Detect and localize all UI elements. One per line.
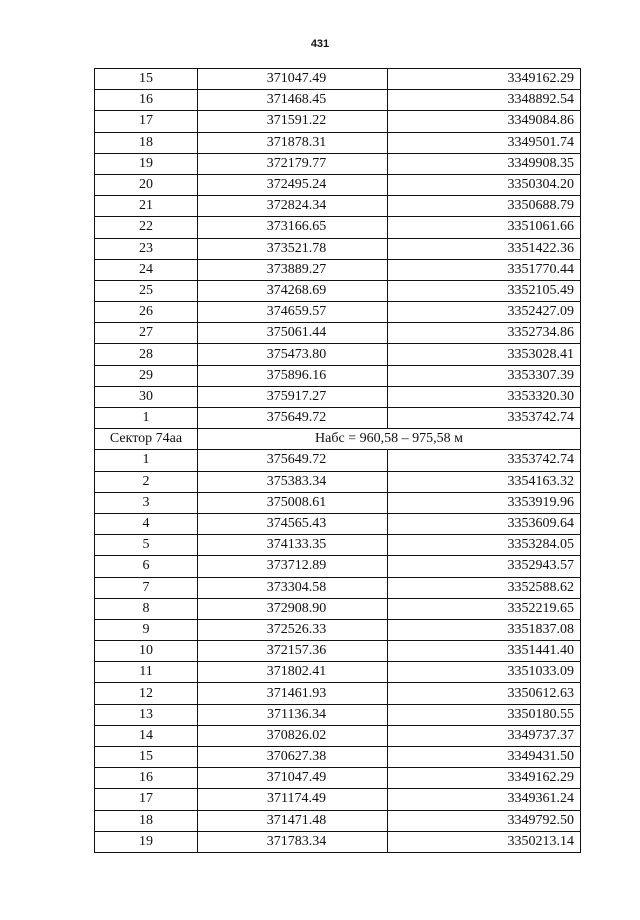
y-coordinate-cell: 3349908.35 — [388, 153, 581, 174]
y-coordinate-cell: 3349792.50 — [388, 810, 581, 831]
x-coordinate-cell: 375383.34 — [198, 471, 388, 492]
y-coordinate-cell: 3353320.30 — [388, 386, 581, 407]
y-coordinate-cell: 3354163.32 — [388, 471, 581, 492]
point-number-cell: 6 — [95, 556, 198, 577]
y-coordinate-cell: 3351422.36 — [388, 238, 581, 259]
x-coordinate-cell: 375649.72 — [198, 450, 388, 471]
x-coordinate-cell: 374133.35 — [198, 535, 388, 556]
x-coordinate-cell: 371047.49 — [198, 768, 388, 789]
point-number-cell: 15 — [95, 747, 198, 768]
table-row — [95, 450, 581, 471]
point-number-cell: 29 — [95, 365, 198, 386]
point-number-cell: 3 — [95, 492, 198, 513]
y-coordinate-cell: 3353028.41 — [388, 344, 581, 365]
y-coordinate-cell: 3349162.29 — [388, 768, 581, 789]
x-coordinate-cell: 375917.27 — [198, 386, 388, 407]
table-row — [95, 196, 581, 217]
x-coordinate-cell: 373304.58 — [198, 577, 388, 598]
table-row — [95, 598, 581, 619]
x-coordinate-cell: 375008.61 — [198, 492, 388, 513]
x-coordinate-cell: 372824.34 — [198, 196, 388, 217]
point-number-cell: 10 — [95, 641, 198, 662]
y-coordinate-cell: 3353742.74 — [388, 408, 581, 429]
point-number-cell: 19 — [95, 831, 198, 852]
point-number-cell: 14 — [95, 725, 198, 746]
table-row — [95, 323, 581, 344]
x-coordinate-cell: 375061.44 — [198, 323, 388, 344]
point-number-cell: 15 — [95, 69, 198, 90]
y-coordinate-cell: 3353919.96 — [388, 492, 581, 513]
point-number-cell: 4 — [95, 513, 198, 534]
table-row — [95, 556, 581, 577]
point-number-cell: 8 — [95, 598, 198, 619]
table-row — [95, 471, 581, 492]
y-coordinate-cell: 3353307.39 — [388, 365, 581, 386]
x-coordinate-cell: 370627.38 — [198, 747, 388, 768]
point-number-cell: 11 — [95, 662, 198, 683]
table-row — [95, 619, 581, 640]
table-row — [95, 174, 581, 195]
y-coordinate-cell: 3350180.55 — [388, 704, 581, 725]
table-row — [95, 344, 581, 365]
y-coordinate-cell: 3351061.66 — [388, 217, 581, 238]
point-number-cell: 1 — [95, 408, 198, 429]
table-row — [95, 683, 581, 704]
x-coordinate-cell: 371471.48 — [198, 810, 388, 831]
y-coordinate-cell: 3352105.49 — [388, 280, 581, 301]
y-coordinate-cell: 3349162.29 — [388, 69, 581, 90]
point-number-cell: 28 — [95, 344, 198, 365]
x-coordinate-cell: 371136.34 — [198, 704, 388, 725]
point-number-cell: 1 — [95, 450, 198, 471]
point-number-cell: 20 — [95, 174, 198, 195]
y-coordinate-cell: 3353284.05 — [388, 535, 581, 556]
point-number-cell: 7 — [95, 577, 198, 598]
point-number-cell: 21 — [95, 196, 198, 217]
x-coordinate-cell: 374659.57 — [198, 302, 388, 323]
x-coordinate-cell: 373712.89 — [198, 556, 388, 577]
table-row — [95, 408, 581, 429]
point-number-cell: 13 — [95, 704, 198, 725]
point-number-cell: 30 — [95, 386, 198, 407]
point-number-cell: 25 — [95, 280, 198, 301]
table-row — [95, 513, 581, 534]
table-row — [95, 302, 581, 323]
table-row — [95, 789, 581, 810]
table-row — [95, 238, 581, 259]
x-coordinate-cell: 371047.49 — [198, 69, 388, 90]
y-coordinate-cell: 3352427.09 — [388, 302, 581, 323]
table-row — [95, 217, 581, 238]
sector-header-row — [95, 429, 581, 450]
x-coordinate-cell: 375473.80 — [198, 344, 388, 365]
x-coordinate-cell: 372526.33 — [198, 619, 388, 640]
table-row — [95, 641, 581, 662]
point-number-cell: 2 — [95, 471, 198, 492]
table-row — [95, 535, 581, 556]
x-coordinate-cell: 371878.31 — [198, 132, 388, 153]
x-coordinate-cell: 373521.78 — [198, 238, 388, 259]
table-row — [95, 831, 581, 852]
x-coordinate-cell: 374268.69 — [198, 280, 388, 301]
table-row — [95, 662, 581, 683]
y-coordinate-cell: 3349361.24 — [388, 789, 581, 810]
x-coordinate-cell: 371174.49 — [198, 789, 388, 810]
coordinates-table — [94, 68, 581, 853]
point-number-cell: 19 — [95, 153, 198, 174]
point-number-cell: 16 — [95, 90, 198, 111]
point-number-cell: 5 — [95, 535, 198, 556]
point-number-cell: 18 — [95, 810, 198, 831]
x-coordinate-cell: 372908.90 — [198, 598, 388, 619]
point-number-cell: 23 — [95, 238, 198, 259]
y-coordinate-cell: 3350612.63 — [388, 683, 581, 704]
y-coordinate-cell: 3349084.86 — [388, 111, 581, 132]
y-coordinate-cell: 3348892.54 — [388, 90, 581, 111]
y-coordinate-cell: 3350213.14 — [388, 831, 581, 852]
table-row — [95, 132, 581, 153]
point-number-cell: 24 — [95, 259, 198, 280]
point-number-cell: 22 — [95, 217, 198, 238]
y-coordinate-cell: 3349737.37 — [388, 725, 581, 746]
y-coordinate-cell: 3349501.74 — [388, 132, 581, 153]
table-row — [95, 280, 581, 301]
sector-height-range: Набс = 960,58 – 975,58 м — [198, 429, 581, 450]
point-number-cell: 12 — [95, 683, 198, 704]
x-coordinate-cell: 374565.43 — [198, 513, 388, 534]
x-coordinate-cell: 372157.36 — [198, 641, 388, 662]
table-row — [95, 747, 581, 768]
table-row — [95, 768, 581, 789]
point-number-cell: 27 — [95, 323, 198, 344]
x-coordinate-cell: 375649.72 — [198, 408, 388, 429]
table-row — [95, 90, 581, 111]
x-coordinate-cell: 372495.24 — [198, 174, 388, 195]
table-row — [95, 810, 581, 831]
point-number-cell: 9 — [95, 619, 198, 640]
table-row — [95, 577, 581, 598]
y-coordinate-cell: 3353742.74 — [388, 450, 581, 471]
x-coordinate-cell: 371468.45 — [198, 90, 388, 111]
y-coordinate-cell: 3351033.09 — [388, 662, 581, 683]
point-number-cell: 26 — [95, 302, 198, 323]
coordinates-table-body — [95, 69, 581, 853]
table-row — [95, 153, 581, 174]
point-number-cell: 17 — [95, 111, 198, 132]
x-coordinate-cell: 371783.34 — [198, 831, 388, 852]
y-coordinate-cell: 3351441.40 — [388, 641, 581, 662]
point-number-cell: 16 — [95, 768, 198, 789]
y-coordinate-cell: 3352943.57 — [388, 556, 581, 577]
y-coordinate-cell: 3352588.62 — [388, 577, 581, 598]
x-coordinate-cell: 372179.77 — [198, 153, 388, 174]
point-number-cell: 17 — [95, 789, 198, 810]
y-coordinate-cell: 3352219.65 — [388, 598, 581, 619]
table-row — [95, 111, 581, 132]
x-coordinate-cell: 371461.93 — [198, 683, 388, 704]
sector-label: Сектор 74аа — [95, 429, 198, 450]
y-coordinate-cell: 3351837.08 — [388, 619, 581, 640]
y-coordinate-cell: 3350688.79 — [388, 196, 581, 217]
x-coordinate-cell: 370826.02 — [198, 725, 388, 746]
y-coordinate-cell: 3353609.64 — [388, 513, 581, 534]
x-coordinate-cell: 371802.41 — [198, 662, 388, 683]
table-row — [95, 492, 581, 513]
table-row — [95, 259, 581, 280]
table-row — [95, 725, 581, 746]
table-row — [95, 365, 581, 386]
y-coordinate-cell: 3351770.44 — [388, 259, 581, 280]
y-coordinate-cell: 3350304.20 — [388, 174, 581, 195]
x-coordinate-cell: 373166.65 — [198, 217, 388, 238]
table-row — [95, 69, 581, 90]
x-coordinate-cell: 375896.16 — [198, 365, 388, 386]
y-coordinate-cell: 3349431.50 — [388, 747, 581, 768]
y-coordinate-cell: 3352734.86 — [388, 323, 581, 344]
point-number-cell: 18 — [95, 132, 198, 153]
x-coordinate-cell: 373889.27 — [198, 259, 388, 280]
x-coordinate-cell: 371591.22 — [198, 111, 388, 132]
page-number: 431 — [310, 38, 330, 50]
table-row — [95, 386, 581, 407]
table-row — [95, 704, 581, 725]
